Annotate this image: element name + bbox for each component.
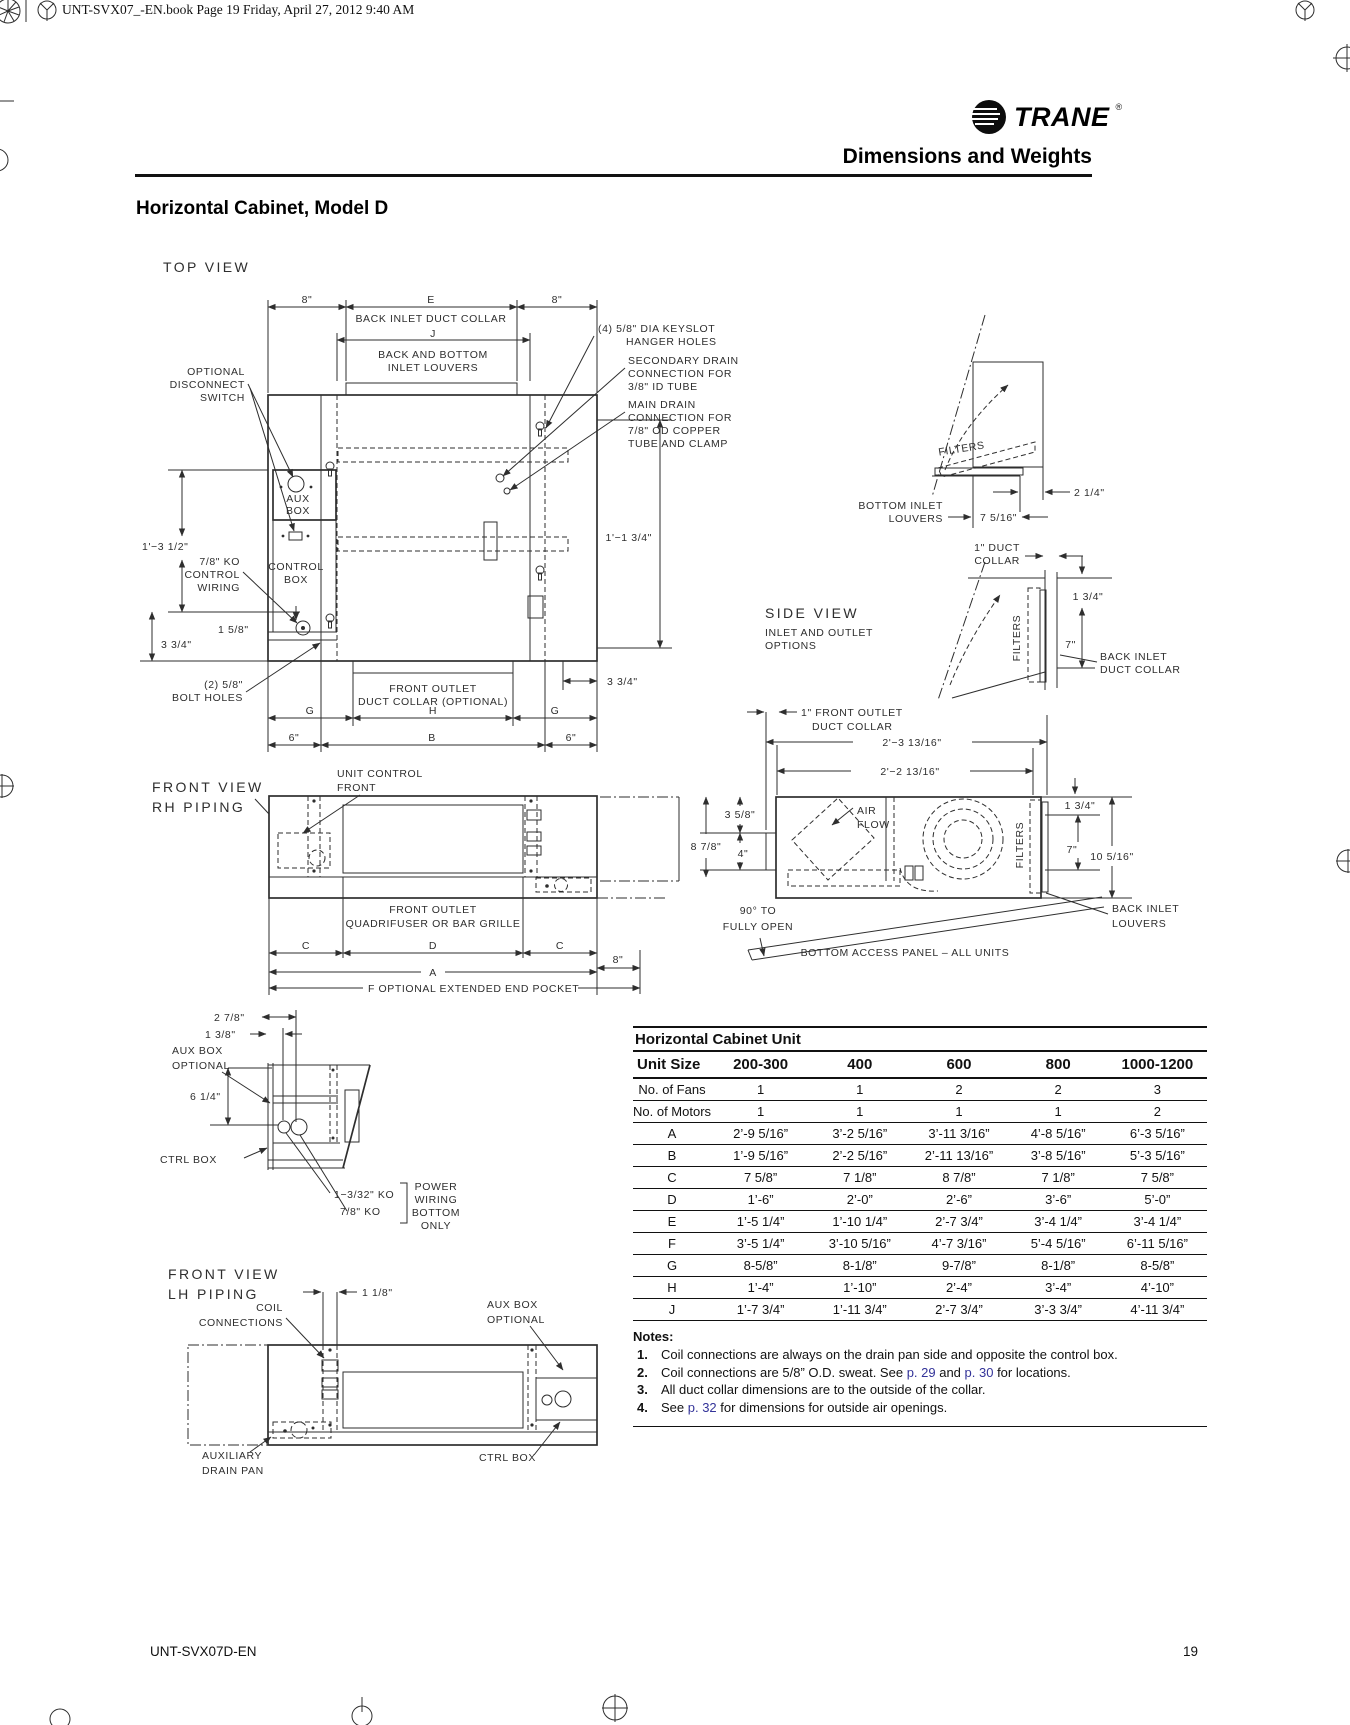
aux-box-optional-label: OPTIONAL — [172, 1060, 230, 1072]
cell: 1 — [810, 1078, 909, 1101]
end-view-labels — [160, 1012, 460, 1232]
air-flow-label: FLOW — [857, 819, 890, 831]
front-view-lh-title: LH PIPING — [168, 1286, 259, 1302]
keyslot-label: (4) 5/8" DIA KEYSLOT — [598, 323, 716, 335]
row-label: D — [633, 1189, 711, 1211]
cell: 4’-11 3/4” — [1108, 1299, 1207, 1321]
table-row — [633, 1145, 1207, 1167]
front-view-rh-title: RH PIPING — [152, 799, 246, 815]
cell: 4’-10” — [1108, 1277, 1207, 1299]
cell: 5’-0” — [1108, 1189, 1207, 1211]
dim-3-3-4-right: 3 3/4" — [607, 676, 638, 688]
note-text-part: for locations. — [993, 1364, 1071, 1380]
cell: 7 5/8” — [1108, 1167, 1207, 1189]
table-row — [633, 1101, 1207, 1123]
dim-1-3-4: 1 3/4" — [1064, 800, 1096, 812]
air-flow-label: AIR — [857, 805, 877, 817]
table-title: Horizontal Cabinet Unit — [633, 1026, 1207, 1050]
dim-10-5-16: 10 5/16" — [1090, 851, 1134, 863]
back-bottom-louvers-label: INLET LOUVERS — [387, 362, 479, 374]
cell: 1 — [810, 1101, 909, 1123]
dim-1-3-4: 1 3/4" — [1072, 591, 1104, 603]
cell: 3’-4 1/4” — [1108, 1211, 1207, 1233]
aux-box-label: BOX — [286, 505, 310, 517]
filters-label: FILTERS — [1011, 614, 1023, 662]
note-item-4 — [633, 1399, 1207, 1417]
note-number: 3. — [637, 1382, 648, 1397]
dim-h: H — [428, 705, 438, 717]
side-view-drawing — [938, 556, 1112, 700]
cell: 1’-7 3/4” — [711, 1299, 810, 1321]
dim-2-1-4: 2 1/4" — [1074, 487, 1105, 499]
crosshair-icon — [1296, 1, 1314, 21]
dim-1-3-8: 1 3/8" — [205, 1029, 236, 1041]
back-inlet-louvers-label: LOUVERS — [1112, 918, 1167, 930]
crosshair-icon — [38, 1, 56, 21]
cell: 8 7/8” — [909, 1167, 1008, 1189]
row-label: No. of Fans — [633, 1078, 711, 1101]
coil-connections-label: CONNECTIONS — [198, 1317, 283, 1329]
dim-g1: G — [305, 705, 315, 717]
aux-box-optional-label: AUX BOX — [487, 1299, 538, 1311]
cell: 8-5/8” — [1108, 1255, 1207, 1277]
dim-b: B — [428, 732, 436, 744]
dim-f-extended-end-pocket: F OPTIONAL EXTENDED END POCKET — [368, 983, 580, 995]
cell: 6’-11 5/16” — [1108, 1233, 1207, 1255]
cell: 1’-5 1/4” — [711, 1211, 810, 1233]
dim-7: 7" — [1065, 639, 1076, 651]
cell: 1’-11 3/4” — [810, 1299, 909, 1321]
note-text: All duct collar dimensions are to the outside of the collar. — [661, 1382, 986, 1397]
section-rule — [135, 174, 1092, 177]
dim-4: 4" — [737, 848, 749, 860]
page-link-29[interactable]: p. 29 — [906, 1364, 936, 1380]
table-row — [633, 1211, 1207, 1233]
disconnect-switch-label: OPTIONAL — [187, 366, 245, 378]
table-row — [633, 1277, 1207, 1299]
dim-d: D — [428, 940, 438, 952]
row-label: E — [633, 1211, 711, 1233]
side-view-subtitle: INLET AND OUTLET — [765, 627, 874, 639]
print-header-text: UNT-SVX07_-EN.book Page 19 Friday, April 27, 2012 9:40 AM — [62, 2, 415, 17]
row-label: B — [633, 1145, 711, 1167]
page-link-32[interactable]: p. 32 — [687, 1399, 717, 1415]
aux-box-label: AUX — [286, 493, 310, 505]
power-wiring-label: BOTTOM — [411, 1207, 461, 1219]
disconnect-switch-label: SWITCH — [199, 392, 245, 404]
dim-6-1-4: 6 1/4" — [190, 1091, 221, 1103]
col-header-600: 600 — [909, 1051, 1008, 1078]
row-label: J — [633, 1299, 711, 1321]
front-view-rh-title: FRONT VIEW — [152, 779, 264, 795]
row-label: H — [633, 1277, 711, 1299]
notes-heading: Notes: — [633, 1329, 674, 1344]
cell: 8-1/8” — [1009, 1255, 1108, 1277]
cell: 2 — [1108, 1101, 1207, 1123]
bottom-access-panel-label: BOTTOM ACCESS PANEL – ALL UNITS — [800, 947, 1010, 959]
back-inlet-louvers-label: BACK INLET — [1112, 903, 1180, 915]
bottom-inlet-louvers-label: BOTTOM INLET — [858, 500, 943, 512]
ctrl-box-label: CTRL BOX — [479, 1452, 536, 1464]
cell: 3’-8 5/16” — [1009, 1145, 1108, 1167]
cell: 2 — [1009, 1078, 1108, 1101]
front-outlet-grille-label: FRONT OUTLET — [389, 904, 477, 916]
cell: 3’-2 5/16” — [810, 1123, 909, 1145]
table-row — [633, 1123, 1207, 1145]
dim-6-left: 6" — [288, 732, 300, 744]
print-header — [62, 2, 414, 18]
page-link-30[interactable]: p. 30 — [964, 1364, 994, 1380]
col-header-800: 800 — [1009, 1051, 1108, 1078]
fully-open-label: 90° TO — [739, 905, 777, 917]
power-wiring-label: POWER — [414, 1181, 458, 1193]
cell: 1 — [711, 1078, 810, 1101]
cell: 3’-6” — [1009, 1189, 1108, 1211]
cell: 1 — [711, 1101, 810, 1123]
cell: 2’-9 5/16” — [711, 1123, 810, 1145]
cell: 7 1/8” — [1009, 1167, 1108, 1189]
top-view-labels — [142, 259, 739, 744]
target-mark-right — [1336, 849, 1350, 873]
cell: 2’-7 3/4” — [909, 1299, 1008, 1321]
note-text — [661, 1364, 1071, 1382]
cell: 3’-3 3/4” — [1009, 1299, 1108, 1321]
louver-detail-labels — [858, 439, 1104, 525]
bolt-holes-label: BOLT HOLES — [172, 692, 243, 704]
table-header-row — [633, 1051, 1207, 1078]
section-title: Dimensions and Weights — [842, 145, 1092, 168]
unit-control-label: FRONT — [337, 782, 377, 794]
dim-8: 8" — [612, 954, 624, 966]
filters-label: FILTERS — [1014, 821, 1026, 869]
brand-name: TRANE — [1014, 101, 1110, 132]
secondary-drain-label: SECONDARY DRAIN — [628, 355, 739, 367]
top-view-title: TOP VIEW — [163, 259, 251, 275]
cell: 3’-10 5/16” — [810, 1233, 909, 1255]
front-view-rh-labels — [152, 768, 623, 995]
trane-globe-icon — [970, 98, 1008, 136]
bottom-inlet-louvers-label: LOUVERS — [888, 513, 943, 525]
main-drain-label: TUBE AND CLAMP — [628, 438, 729, 450]
cell: 2 — [909, 1078, 1008, 1101]
secondary-drain-label: CONNECTION FOR — [628, 368, 733, 380]
cell: 2’-2 5/16” — [810, 1145, 909, 1167]
cell: 2’-4” — [909, 1277, 1008, 1299]
ko-control-wiring-label: WIRING — [197, 582, 240, 594]
cell: 1’-6” — [711, 1189, 810, 1211]
main-drain-label: MAIN DRAIN — [628, 399, 696, 411]
halftone-sphere-icon — [0, 0, 20, 23]
cell: 2’-0” — [810, 1189, 909, 1211]
ko-control-wiring-label: 7/8" KO — [199, 556, 240, 568]
dim-2ft-3-13-16: 2'−3 13/16" — [882, 737, 942, 749]
ctrl-box-label: CTRL BOX — [160, 1154, 217, 1166]
aux-box-optional-label: AUX BOX — [172, 1045, 223, 1057]
cell: 2’-6” — [909, 1189, 1008, 1211]
cell: 3’-11 3/16” — [909, 1123, 1008, 1145]
dim-1ft-1-3-4: 1'−1 3/4" — [605, 532, 652, 544]
col-header-200-300: 200-300 — [711, 1051, 810, 1078]
front-outlet-collar-label: DUCT COLLAR (OPTIONAL) — [357, 696, 509, 708]
table-row — [633, 1078, 1207, 1101]
note-text: Coil connections are always on the drain pan side and opposite the control box. — [661, 1347, 1118, 1362]
bolt-holes-label: (2) 5/8" — [204, 679, 243, 691]
cell: 1’-9 5/16” — [711, 1145, 810, 1167]
note-item-2 — [633, 1364, 1207, 1382]
note-text-part: and — [935, 1364, 965, 1380]
front-outlet-collar-label: DUCT COLLAR — [812, 721, 893, 733]
keyslot-label: HANGER HOLES — [626, 336, 717, 348]
table-row — [633, 1167, 1207, 1189]
fully-open-label: FULLY OPEN — [722, 921, 794, 933]
dim-2ft-2-13-16: 2'−2 13/16" — [880, 766, 940, 778]
cell: 1’-10” — [810, 1277, 909, 1299]
coil-connections-label: COIL — [256, 1302, 283, 1314]
control-box-label: BOX — [284, 574, 308, 586]
dim-1-5-8: 1 5/8" — [218, 624, 249, 636]
note-item-3 — [633, 1381, 1207, 1399]
dim-8-7-8: 8 7/8" — [690, 841, 722, 853]
cell: 2’-7 3/4” — [909, 1211, 1008, 1233]
dim-g2: G — [550, 705, 560, 717]
dim-c1: C — [301, 940, 311, 952]
note-text — [661, 1399, 947, 1417]
dim-8-left: 8" — [301, 294, 313, 306]
ko-7-8-label: 7/8" KO — [340, 1206, 381, 1218]
auxiliary-drain-pan-label: DRAIN PAN — [202, 1465, 264, 1477]
duct-collar-label: 1" DUCT — [974, 542, 1020, 554]
dim-j: J — [430, 328, 436, 340]
cell: 4’-8 5/16” — [1009, 1123, 1108, 1145]
front-outlet-grille-label: QUADRIFUSER OR BAR GRILLE — [345, 918, 521, 930]
spec-panel — [633, 1026, 1207, 1427]
back-bottom-louvers-label: BACK AND BOTTOM — [378, 349, 488, 361]
cell: 5’-3 5/16” — [1108, 1145, 1207, 1167]
note-text-part: for dimensions for outside air openings. — [716, 1399, 948, 1415]
louver-detail-drawing — [932, 315, 1070, 528]
ko-control-wiring-label: CONTROL — [184, 569, 240, 581]
cell: 1’-4” — [711, 1277, 810, 1299]
row-label: No. of Motors — [633, 1101, 711, 1123]
cell: 9-7/8” — [909, 1255, 1008, 1277]
fan-side-view-drawing — [600, 712, 1132, 960]
cell: 2’-11 13/16” — [909, 1145, 1008, 1167]
cell: 8-1/8” — [810, 1255, 909, 1277]
unit-control-label: UNIT CONTROL — [337, 768, 423, 780]
front-outlet-collar-label: 1" FRONT OUTLET — [801, 707, 903, 719]
page-footer — [150, 1644, 1198, 1659]
duct-collar-label: COLLAR — [974, 555, 1020, 567]
row-label: C — [633, 1167, 711, 1189]
cell: 6’-3 5/16” — [1108, 1123, 1207, 1145]
dim-a: A — [429, 967, 437, 979]
back-inlet-duct-collar-label: BACK INLET — [1100, 651, 1168, 663]
cell: 1 — [1009, 1101, 1108, 1123]
keyslot-hole-icon — [326, 422, 544, 628]
dim-1-1-8: 1 1/8" — [362, 1287, 393, 1299]
power-wiring-label: WIRING — [414, 1194, 458, 1206]
side-view-labels — [765, 542, 1181, 676]
notes-section — [633, 1329, 1207, 1427]
side-view-title: SIDE VIEW — [765, 605, 859, 621]
table-row — [633, 1299, 1207, 1321]
dim-2-7-8: 2 7/8" — [214, 1012, 245, 1024]
secondary-drain-label: 3/8" ID TUBE — [628, 381, 698, 393]
row-label: G — [633, 1255, 711, 1277]
cell: 4’-7 3/16” — [909, 1233, 1008, 1255]
target-mark-bottom — [602, 1694, 628, 1722]
note-number: 4. — [637, 1399, 648, 1415]
cell: 8-5/8” — [711, 1255, 810, 1277]
disconnect-switch-label: DISCONNECT — [169, 379, 245, 391]
dim-1ft-3-half: 1'−3 1/2" — [142, 541, 189, 553]
cell: 7 5/8” — [711, 1167, 810, 1189]
note-text-part: See — [661, 1399, 688, 1415]
back-inlet-duct-collar-label: DUCT COLLAR — [1100, 664, 1181, 676]
row-label: F — [633, 1233, 711, 1255]
cell: 3’-4 1/4” — [1009, 1211, 1108, 1233]
back-inlet-duct-collar-label: BACK INLET DUCT COLLAR — [355, 313, 507, 325]
dimensions-table — [633, 1050, 1207, 1321]
cell: 3’-4” — [1009, 1277, 1108, 1299]
note-number: 1. — [637, 1347, 648, 1362]
dim-6-right: 6" — [565, 732, 577, 744]
filters-label: FILTERS — [937, 439, 986, 459]
note-item-1 — [633, 1346, 1207, 1364]
col-header-400: 400 — [810, 1051, 909, 1078]
cell: 3 — [1108, 1078, 1207, 1101]
side-view-subtitle: OPTIONS — [765, 640, 817, 652]
col-header-unit-size: Unit Size — [633, 1051, 711, 1078]
crosshair-icon — [1333, 44, 1350, 72]
main-drain-label: CONNECTION FOR — [628, 412, 733, 424]
page-title: Horizontal Cabinet, Model D — [136, 198, 389, 219]
col-header-1000-1200: 1000-1200 — [1108, 1051, 1207, 1078]
control-box-label: CONTROL — [268, 561, 324, 573]
dim-3-3-4-left: 3 3/4" — [161, 639, 192, 651]
registered-mark: ® — [1115, 102, 1123, 112]
footer-page-number: 19 — [1182, 1644, 1198, 1659]
dim-e: E — [427, 294, 435, 306]
front-view-lh-title: FRONT VIEW — [168, 1266, 280, 1282]
note-number: 2. — [637, 1364, 648, 1380]
dim-c2: C — [555, 940, 565, 952]
cell: 5’-4 5/16” — [1009, 1233, 1108, 1255]
target-mark-left — [0, 774, 14, 798]
auxiliary-drain-pan-label: AUXILIARY — [202, 1450, 263, 1462]
dim-8-right: 8" — [551, 294, 563, 306]
aux-box-optional-label: OPTIONAL — [487, 1314, 545, 1326]
ko-1-3-32-label: 1−3/32" KO — [334, 1189, 395, 1201]
front-outlet-collar-label: FRONT OUTLET — [389, 683, 477, 695]
power-wiring-label: ONLY — [420, 1220, 452, 1232]
dim-3-5-8: 3 5/8" — [724, 809, 756, 821]
table-row — [633, 1233, 1207, 1255]
front-view-rh-drawing — [255, 795, 668, 995]
cell: 1 — [909, 1101, 1008, 1123]
dim-7: 7" — [1066, 844, 1078, 856]
cell: 1’-10 1/4” — [810, 1211, 909, 1233]
footer-doc-id: UNT-SVX07D-EN — [150, 1644, 257, 1659]
main-drain-label: 7/8" OD COPPER — [628, 425, 721, 437]
target-mark-bottom-2 — [352, 1697, 372, 1725]
table-row — [633, 1189, 1207, 1211]
cell: 3’-5 1/4” — [711, 1233, 810, 1255]
row-label: A — [633, 1123, 711, 1145]
table-row — [633, 1255, 1207, 1277]
note-text-part: Coil connections are 5/8” O.D. sweat. See — [661, 1364, 907, 1380]
cell: 7 1/8” — [810, 1167, 909, 1189]
brand-logo — [970, 98, 1122, 136]
dim-7-5-16: 7 5/16" — [980, 512, 1018, 524]
